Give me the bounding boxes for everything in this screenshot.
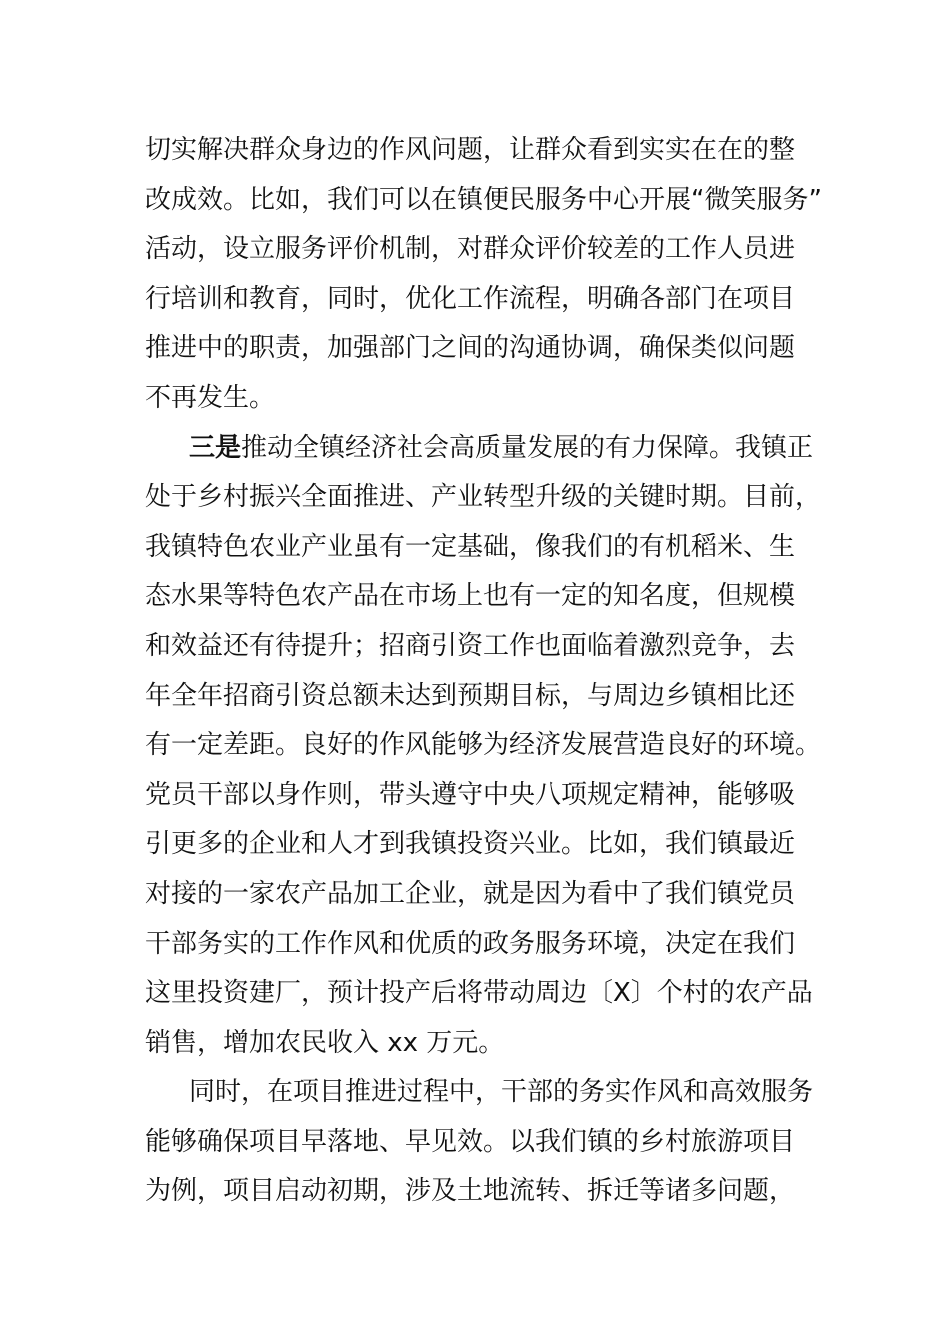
paragraph-line: 态水果等特色农产品在市场上也有一定的知名度，但规模 xyxy=(145,581,796,612)
paragraph-line: 年全年招商引资总额未达到预期目标，与周边乡镇相比还 xyxy=(145,680,796,711)
paragraph-line: 销售，增加农民收入 xx 万元。 xyxy=(145,1027,505,1058)
paragraph-line: 我镇特色农业产业虽有一定基础，像我们的有机稻米、生 xyxy=(145,531,796,562)
paragraph-line: 引更多的企业和人才到我镇投资兴业。比如，我们镇最近 xyxy=(145,829,796,860)
paragraph-line: 党员干部以身作则，带头遵守中央八项规定精神，能够吸 xyxy=(145,779,796,810)
document-body xyxy=(145,126,822,1217)
paragraph-first-line xyxy=(145,424,814,474)
paragraph-line: 行培训和教育，同时，优化工作流程，明确各部门在项目 xyxy=(145,283,796,314)
paragraph-line: 为例，项目启动初期，涉及土地流转、拆迁等诸多问题， xyxy=(145,1176,796,1207)
paragraph-line: 能够确保项目早落地、早见效。以我们镇的乡村旅游项目 xyxy=(145,1126,796,1157)
paragraph-line: 切实解决群众身边的作风问题，让群众看到实实在在的整 xyxy=(145,135,796,165)
paragraph-line: 活动，设立服务评价机制，对群众评价较差的工作人员进 xyxy=(145,234,796,265)
paragraph-first-line-text: 推动全镇经济社会高质量发展的有力保障。我镇正 xyxy=(241,432,814,463)
paragraph-line: 干部务实的工作作风和优质的政务服务环境，决定在我们 xyxy=(145,928,796,959)
paragraph-line: 推进中的职责，加强部门之间的沟通协调，确保类似问题 xyxy=(145,333,796,364)
paragraph-line: 处于乡村振兴全面推进、产业转型升级的关键时期。目前， xyxy=(145,482,822,513)
paragraph-line: 有一定差距。良好的作风能够为经济发展营造良好的环境。 xyxy=(145,730,822,761)
paragraph-line: 这里投资建厂，预计投产后将带动周边〔X〕个村的农产品 xyxy=(145,978,813,1009)
paragraph-line: 改成效。比如，我们可以在镇便民服务中心开展“微笑服务” xyxy=(145,184,822,215)
paragraph-first-line: 同时，在项目推进过程中，干部的务实作风和高效服务 xyxy=(189,1077,814,1108)
paragraph-lead-text: 三是 xyxy=(189,432,242,463)
paragraph-line: 不再发生。 xyxy=(145,382,276,413)
paragraph-line: 对接的一家农产品加工企业，就是因为看中了我们镇党员 xyxy=(145,878,796,909)
paragraph-line: 和效益还有待提升；招商引资工作也面临着激烈竞争，去 xyxy=(145,630,796,661)
